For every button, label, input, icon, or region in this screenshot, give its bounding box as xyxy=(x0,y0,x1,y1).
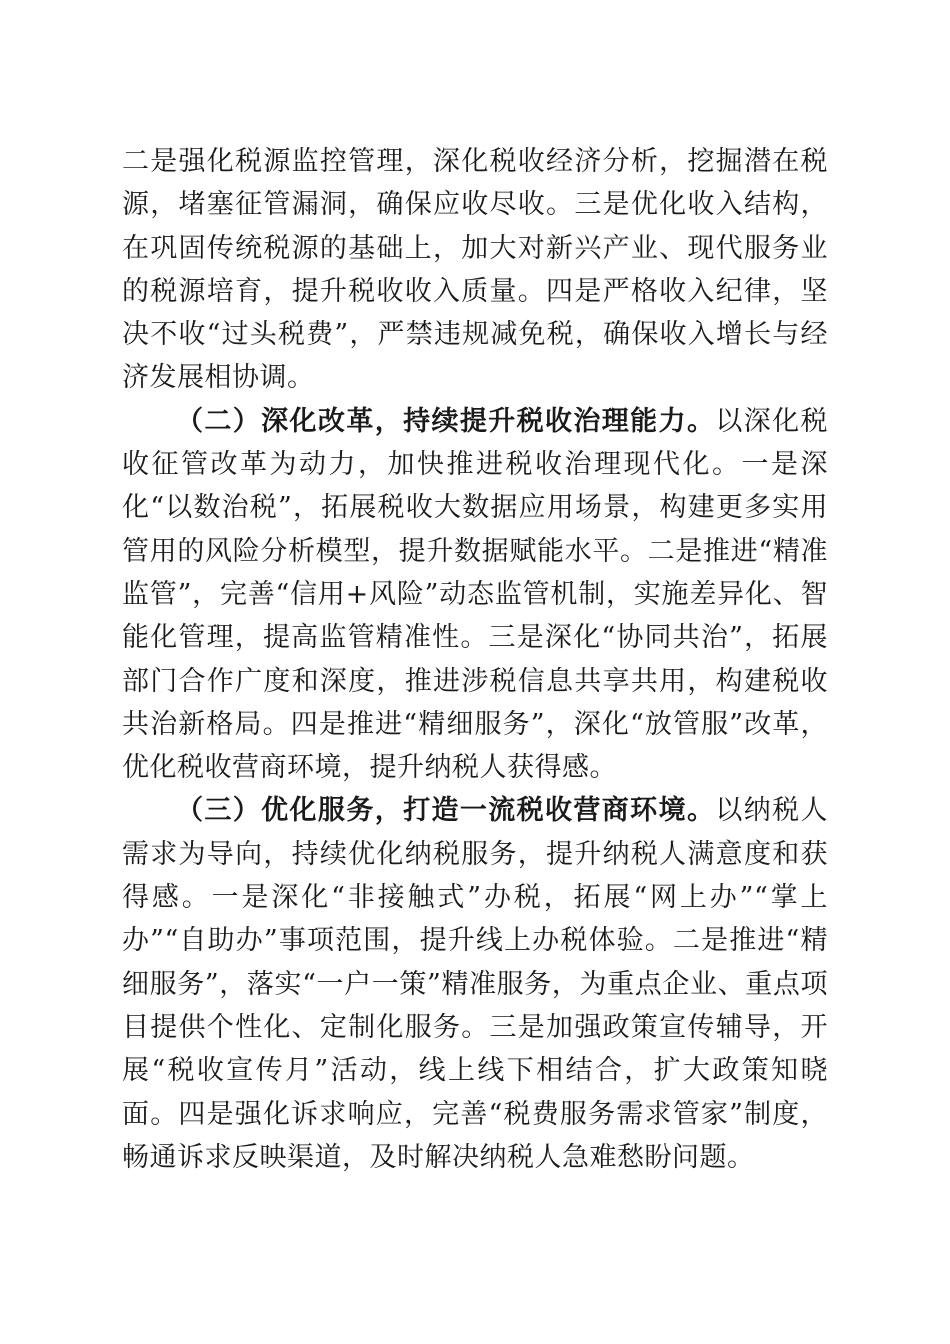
document-body xyxy=(122,140,828,1179)
paragraph-3-text: 以纳税人需求为导向，持续优化纳税服务，提升纳税人满意度和获得感。一是深化“非接触式”办税，拓展“网上办”“掌上办”“自助办”事项范围，提升线上办税体验。二是推进“精细服务”，落实“一户一策”精准服务，为重点企业、重点项目提供个性化、定制化服务。三是加强政策宣传辅导，开展“税收宣传月”活动，线上线下相结合，扩大政策知晓面。四是强化诉求响应，完善“税费服务需求管家”制度，畅通诉求反映渠道，及时解决纳税人急难愁盼问题。 xyxy=(122,795,829,1173)
section-heading-2: （二）深化改革，持续提升税收治理能力。 xyxy=(176,405,716,437)
paragraph-2 xyxy=(122,400,828,790)
paragraph-1 xyxy=(122,140,828,400)
section-heading-3: （三）优化服务，打造一流税收营商环境。 xyxy=(176,795,716,827)
paragraph-1-text: 二是强化税源监控管理，深化税收经济分析，挖掘潜在税源，堵塞征管漏洞，确保应收尽收。三是优化收入结构，在巩固传统税源的基础上，加大对新兴产业、现代服务业的税源培育，提升税收收入质量。四是严格收入纪律，坚决不收“过头税费”，严禁违规减免税，确保收入增长与经济发展相协调。 xyxy=(122,146,828,394)
paragraph-3 xyxy=(122,789,828,1179)
paragraph-2-text: 以深化税收征管改革为动力，加快推进税收治理现代化。一是深化“以数治税”，拓展税收大数据应用场景，构建更多实用管用的风险分析模型，提升数据赋能水平。二是推进“精准监管”，完善“信用+风险”动态监管机制，实施差异化、智能化管理，提高监管精准性。三是深化“协同共治”，拓展部门合作广度和深度，推进涉税信息共享共用，构建税收共治新格局。四是推进“精细服务”，深化“放管服”改革，优化税收营商环境，提升纳税人获得感。 xyxy=(122,405,829,784)
